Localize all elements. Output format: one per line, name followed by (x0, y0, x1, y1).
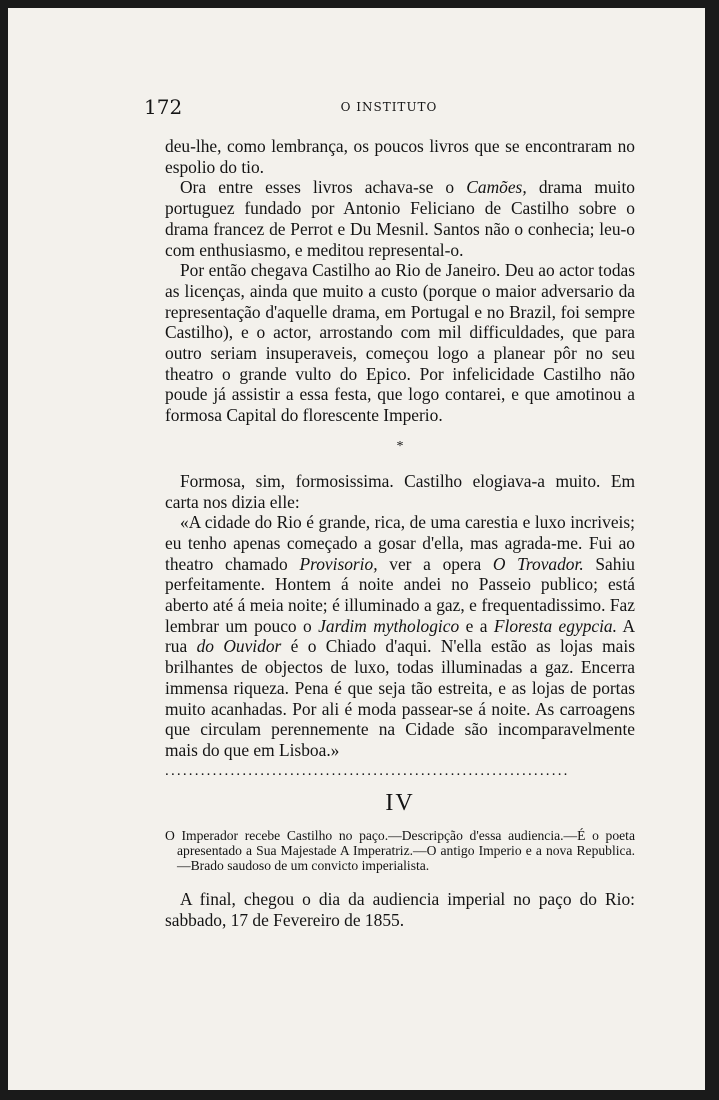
text-run: Sahiu perfeitamente. Hontem á noite andei no Passeio publico; está aberto até á meia noite; é illuminado a gaz, e frequentadissimo. Faz lembrar um pouco o (165, 553, 635, 636)
text-run: Formosa, sim, formosissima. Castilho elogiava-a muito. Em carta nos dizia elle: (165, 470, 635, 512)
italic-text: Camões, (466, 177, 527, 198)
text-run: O Imperador recebe Castilho no paço.—Descripção d'essa audiencia.—É o poeta apresentado a Sua Majestade A Imperatriz.—O antigo Imperio e a nova Republica.—Brado saudoso de um convicto imperialista. (165, 828, 635, 873)
chapter-number: IV (385, 790, 415, 817)
running-title: O INSTITUTO (340, 100, 438, 114)
paragraph (165, 260, 635, 426)
paragraph (165, 512, 635, 760)
text-run: ver a opera (377, 553, 493, 574)
page-header (144, 95, 634, 119)
book-page (8, 8, 705, 1090)
paragraph (165, 177, 635, 260)
page-number: 172 (144, 95, 183, 119)
text-run: Por então chegava Castilho ao Rio de Janeiro. Deu ao actor todas as licenças, ainda que muito a custo (porque o maior adversario da representação d'aquelle drama, em Portugal e no Brazil, foi sempre Castilho), e o actor, arrostando com mil difficuldades, que para outro seriam insuperaveis, começou logo a planear pôr no seu theatro o grande vulto do Epico. Por infelicidade Castilho não poude já assistir a essa festa, que logo contarei, e que amotinou a formosa Capital do florescente Imperio. (165, 260, 635, 426)
text-run: é o Chiado d'aqui. N'ella estão as lojas mais brilhantes de objectos de luxo, todas illuminadas a gaz. Encerra immensa riqueza. Pena é que seja tão estreita, e as lojas de portas muito acanhadas. Por ali é moda passear-se á noite. As carroagens que circulam perennemente na Cidade são incomparavelmente mais do que em Lisboa.» (165, 636, 635, 760)
paragraph (165, 136, 635, 177)
text-run: A rua (165, 615, 635, 657)
italic-text: do Ouvidor (196, 636, 282, 657)
italic-text: O Trovador. (492, 553, 584, 574)
text-run: Ora entre esses livros achava-se o (180, 177, 467, 198)
italic-text: Provisorio, (299, 553, 378, 574)
text-run: drama muito portuguez fundado por Antonio Feliciano de Castilho sobre o drama francez de Perrot e Du Mesnil. Santos não o conhecia; leu-o com enthusiasmo, e meditou represental-o. (165, 177, 635, 260)
chapter-summary (165, 829, 635, 873)
italic-text: Floresta egypcia. (493, 615, 617, 636)
italic-text: Jardim mythologico (318, 615, 460, 636)
section-break-star: * (396, 438, 404, 454)
text-run: A final, chegou o dia da audiencia imperial no paço do Rio: sabbado, 17 de Fevereiro de 1855. (165, 889, 635, 930)
dot-leader: .................................................................... (165, 762, 570, 779)
body-text (165, 136, 635, 931)
paragraph (165, 889, 635, 930)
text-run: e a (459, 615, 494, 636)
text-run: deu-lhe, como lembrança, os poucos livros que se encontraram no espolio do tio. (165, 136, 635, 177)
text-run: «A cidade do Rio é grande, rica, de uma carestia e luxo incriveis; eu tenho apenas começado a gosar d'ella, mas agrada-me. Fui ao theatro chamado (165, 512, 635, 574)
paragraph (165, 471, 635, 512)
